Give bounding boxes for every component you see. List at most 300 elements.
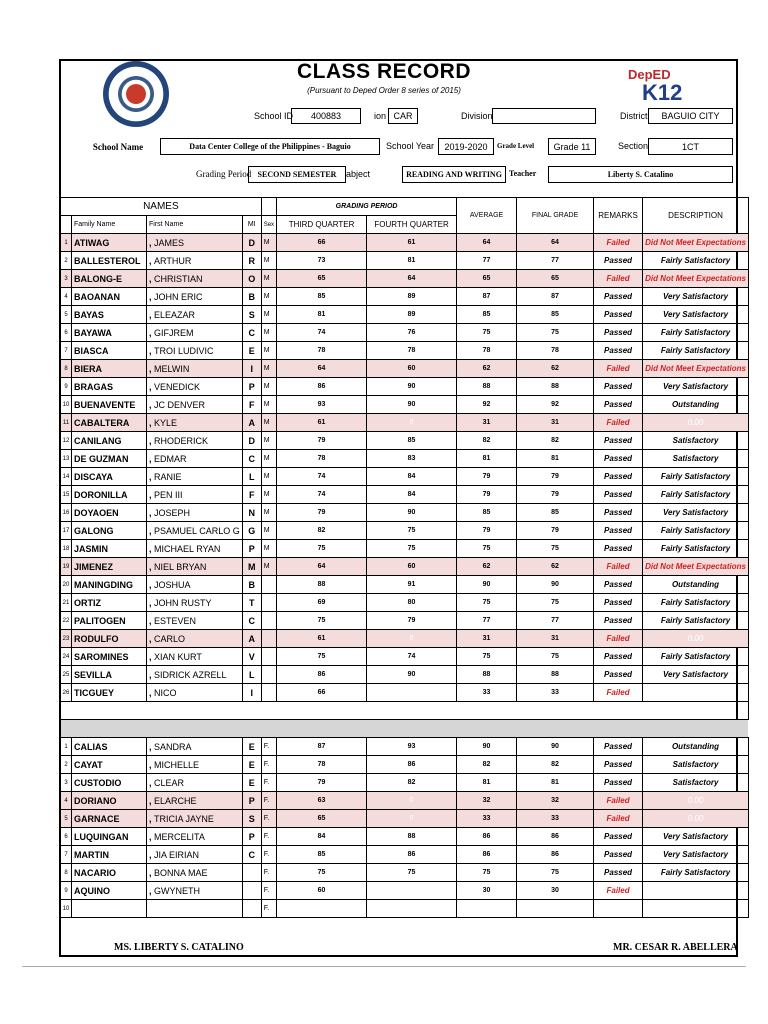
sex[interactable]: M [261, 558, 276, 576]
final-grade[interactable]: 33 [517, 810, 594, 828]
third-quarter-grade[interactable]: 64 [277, 360, 367, 378]
remarks[interactable]: Passed [594, 306, 643, 324]
middle-initial[interactable]: S [242, 810, 261, 828]
middle-initial[interactable]: O [242, 270, 261, 288]
final-grade[interactable]: 62 [517, 558, 594, 576]
fourth-quarter-grade[interactable]: 82 [367, 774, 457, 792]
final-grade[interactable]: 78 [517, 342, 594, 360]
third-quarter-grade[interactable]: 73 [277, 252, 367, 270]
sex[interactable]: F. [261, 828, 276, 846]
description[interactable] [643, 882, 749, 900]
final-grade[interactable]: 87 [517, 288, 594, 306]
remarks[interactable]: Passed [594, 288, 643, 306]
middle-initial[interactable]: P [242, 792, 261, 810]
family-name[interactable]: DORONILLA [72, 486, 147, 504]
description[interactable]: Fairly Satisfactory [643, 594, 749, 612]
fourth-quarter-grade[interactable]: 83 [367, 450, 457, 468]
third-quarter-grade[interactable]: 65 [277, 270, 367, 288]
sex[interactable]: M [261, 432, 276, 450]
row-number[interactable]: 8 [61, 864, 72, 882]
description[interactable]: Fairly Satisfactory [643, 468, 749, 486]
first-name[interactable]: , GIFJREM [147, 324, 243, 342]
average-grade[interactable]: 77 [457, 612, 517, 630]
remarks[interactable]: Failed [594, 792, 643, 810]
description[interactable]: Fairly Satisfactory [643, 342, 749, 360]
final-grade[interactable]: 75 [517, 594, 594, 612]
third-quarter-grade[interactable]: 86 [277, 378, 367, 396]
family-name[interactable]: GARNACE [72, 810, 147, 828]
first-name[interactable]: , RANIE [147, 468, 243, 486]
average-grade[interactable]: 77 [457, 252, 517, 270]
third-quarter-grade[interactable]: 60 [277, 882, 367, 900]
final-grade[interactable]: 79 [517, 522, 594, 540]
remarks[interactable]: Failed [594, 270, 643, 288]
third-quarter-grade[interactable]: 78 [277, 756, 367, 774]
first-name[interactable]: , ARTHUR [147, 252, 243, 270]
description[interactable]: Very Satisfactory [643, 504, 749, 522]
third-quarter-grade[interactable]: 61 [277, 414, 367, 432]
remarks[interactable]: Failed [594, 234, 643, 252]
third-quarter-grade[interactable]: 85 [277, 846, 367, 864]
fourth-quarter-grade[interactable]: 64 [367, 270, 457, 288]
middle-initial[interactable]: V [242, 648, 261, 666]
remarks[interactable]: Passed [594, 504, 643, 522]
third-quarter-grade[interactable]: 84 [277, 828, 367, 846]
average-grade[interactable]: 75 [457, 324, 517, 342]
row-number[interactable]: 2 [61, 756, 72, 774]
row-number[interactable]: 19 [61, 558, 72, 576]
final-grade[interactable]: 31 [517, 630, 594, 648]
third-quarter-grade[interactable]: 78 [277, 450, 367, 468]
average-grade[interactable]: 88 [457, 666, 517, 684]
sex[interactable]: M [261, 486, 276, 504]
final-grade[interactable]: 33 [517, 684, 594, 702]
remarks[interactable]: Failed [594, 630, 643, 648]
sex[interactable]: F. [261, 846, 276, 864]
middle-initial[interactable]: N [242, 504, 261, 522]
remarks[interactable]: Passed [594, 450, 643, 468]
third-quarter-grade[interactable]: 65 [277, 810, 367, 828]
division-field[interactable] [492, 108, 596, 124]
first-name[interactable]: , JOSEPH [147, 504, 243, 522]
final-grade[interactable]: 92 [517, 396, 594, 414]
remarks[interactable]: Passed [594, 468, 643, 486]
middle-initial[interactable] [242, 882, 261, 900]
row-number[interactable]: 16 [61, 504, 72, 522]
family-name[interactable]: CALIAS [72, 738, 147, 756]
average-grade[interactable]: 88 [457, 378, 517, 396]
remarks[interactable]: Failed [594, 360, 643, 378]
average-grade[interactable]: 81 [457, 774, 517, 792]
average-grade[interactable]: 79 [457, 486, 517, 504]
family-name[interactable]: RODULFO [72, 630, 147, 648]
third-quarter-grade[interactable]: 74 [277, 324, 367, 342]
third-quarter-grade[interactable]: 88 [277, 576, 367, 594]
family-name[interactable]: TICGUEY [72, 684, 147, 702]
middle-initial[interactable]: E [242, 774, 261, 792]
average-grade[interactable]: 85 [457, 306, 517, 324]
middle-initial[interactable]: C [242, 612, 261, 630]
remarks[interactable]: Failed [594, 558, 643, 576]
first-name[interactable]: , BONNA MAE [147, 864, 243, 882]
final-grade[interactable]: 88 [517, 378, 594, 396]
middle-initial[interactable]: D [242, 432, 261, 450]
fourth-quarter-grade[interactable] [367, 900, 457, 918]
first-name[interactable]: , JOSHUA [147, 576, 243, 594]
average-grade[interactable]: 65 [457, 270, 517, 288]
first-name[interactable]: , RHODERICK [147, 432, 243, 450]
grade-level-field[interactable]: Grade 11 [548, 138, 596, 155]
average-grade[interactable]: 62 [457, 360, 517, 378]
fourth-quarter-grade[interactable]: 84 [367, 468, 457, 486]
family-name[interactable]: AQUINO [72, 882, 147, 900]
description[interactable]: Very Satisfactory [643, 666, 749, 684]
final-grade[interactable]: 77 [517, 252, 594, 270]
school-year-field[interactable]: 2019-2020 [438, 138, 494, 155]
fourth-quarter-grade[interactable]: 74 [367, 648, 457, 666]
remarks[interactable]: Passed [594, 738, 643, 756]
district-field[interactable]: BAGUIO CITY [648, 108, 733, 124]
first-name[interactable]: , MICHAEL RYAN [147, 540, 243, 558]
fourth-quarter-grade[interactable]: 78 [367, 342, 457, 360]
middle-initial[interactable]: M [242, 558, 261, 576]
description[interactable]: Satisfactory [643, 774, 749, 792]
sex[interactable]: M [261, 378, 276, 396]
first-name[interactable]: , VENEDICK [147, 378, 243, 396]
first-name[interactable]: , MELWIN [147, 360, 243, 378]
middle-initial[interactable]: T [242, 594, 261, 612]
sex[interactable]: F. [261, 792, 276, 810]
first-name[interactable] [147, 900, 243, 918]
average-grade[interactable]: 78 [457, 342, 517, 360]
third-quarter-grade[interactable]: 61 [277, 630, 367, 648]
fourth-quarter-grade[interactable]: 75 [367, 540, 457, 558]
average-grade[interactable]: 75 [457, 864, 517, 882]
remarks[interactable]: Passed [594, 612, 643, 630]
row-number[interactable]: 6 [61, 324, 72, 342]
family-name[interactable]: CAYAT [72, 756, 147, 774]
final-grade[interactable]: 32 [517, 792, 594, 810]
middle-initial[interactable]: P [242, 828, 261, 846]
description[interactable]: Did Not Meet Expectations [643, 234, 749, 252]
family-name[interactable]: ORTIZ [72, 594, 147, 612]
third-quarter-grade[interactable]: 66 [277, 684, 367, 702]
section-field[interactable]: 1CT [648, 138, 733, 155]
sex[interactable] [261, 666, 276, 684]
row-number[interactable]: 11 [61, 414, 72, 432]
fourth-quarter-grade[interactable]: 89 [367, 288, 457, 306]
fourth-quarter-grade[interactable]: 90 [367, 666, 457, 684]
final-grade[interactable]: 90 [517, 738, 594, 756]
final-grade[interactable]: 79 [517, 486, 594, 504]
average-grade[interactable]: 87 [457, 288, 517, 306]
middle-initial[interactable]: S [242, 306, 261, 324]
middle-initial[interactable]: L [242, 666, 261, 684]
final-grade[interactable]: 81 [517, 450, 594, 468]
sex[interactable]: M [261, 504, 276, 522]
remarks[interactable]: Passed [594, 396, 643, 414]
sex[interactable]: M [261, 252, 276, 270]
family-name[interactable]: DISCAYA [72, 468, 147, 486]
first-name[interactable]: , MICHELLE [147, 756, 243, 774]
first-name[interactable]: , EDMAR [147, 450, 243, 468]
average-grade[interactable]: 64 [457, 234, 517, 252]
middle-initial[interactable]: E [242, 738, 261, 756]
middle-initial[interactable]: G [242, 522, 261, 540]
description[interactable]: Very Satisfactory [643, 828, 749, 846]
sex[interactable]: F. [261, 882, 276, 900]
family-name[interactable]: ATIWAG [72, 234, 147, 252]
first-name[interactable]: , JIA EIRIAN [147, 846, 243, 864]
teacher-field[interactable]: Liberty S. Catalino [548, 166, 733, 183]
description[interactable]: Fairly Satisfactory [643, 648, 749, 666]
average-grade[interactable]: 81 [457, 450, 517, 468]
row-number[interactable]: 13 [61, 450, 72, 468]
remarks[interactable]: Passed [594, 486, 643, 504]
average-grade[interactable]: 92 [457, 396, 517, 414]
description[interactable]: 0.00 [643, 630, 749, 648]
first-name[interactable]: , TROI LUDIVIC [147, 342, 243, 360]
family-name[interactable]: DE GUZMAN [72, 450, 147, 468]
middle-initial[interactable]: B [242, 288, 261, 306]
middle-initial[interactable]: P [242, 540, 261, 558]
family-name[interactable]: BIASCA [72, 342, 147, 360]
description[interactable]: 0.00 [643, 414, 749, 432]
average-grade[interactable]: 79 [457, 468, 517, 486]
fourth-quarter-grade[interactable]: 91 [367, 576, 457, 594]
third-quarter-grade[interactable]: 79 [277, 432, 367, 450]
fourth-quarter-grade[interactable]: 80 [367, 594, 457, 612]
final-grade[interactable]: 30 [517, 882, 594, 900]
fourth-quarter-grade[interactable]: 60 [367, 558, 457, 576]
row-number[interactable]: 24 [61, 648, 72, 666]
sex[interactable] [261, 612, 276, 630]
middle-initial[interactable]: A [242, 414, 261, 432]
sex[interactable]: F. [261, 774, 276, 792]
final-grade[interactable] [517, 900, 594, 918]
family-name[interactable]: DORIANO [72, 792, 147, 810]
row-number[interactable]: 2 [61, 252, 72, 270]
middle-initial[interactable]: E [242, 342, 261, 360]
remarks[interactable]: Passed [594, 756, 643, 774]
average-grade[interactable]: 86 [457, 828, 517, 846]
first-name[interactable]: , JOHN RUSTY [147, 594, 243, 612]
row-number[interactable]: 26 [61, 684, 72, 702]
fourth-quarter-grade[interactable]: 88 [367, 828, 457, 846]
family-name[interactable]: BALONG-E [72, 270, 147, 288]
fourth-quarter-grade[interactable]: 0 [367, 810, 457, 828]
family-name[interactable]: PALITOGEN [72, 612, 147, 630]
description[interactable]: Very Satisfactory [643, 378, 749, 396]
fourth-quarter-grade[interactable]: 0 [367, 792, 457, 810]
family-name[interactable]: JASMIN [72, 540, 147, 558]
fourth-quarter-grade[interactable]: 60 [367, 360, 457, 378]
description[interactable]: Very Satisfactory [643, 846, 749, 864]
final-grade[interactable]: 88 [517, 666, 594, 684]
fourth-quarter-grade[interactable]: 86 [367, 846, 457, 864]
final-grade[interactable]: 86 [517, 828, 594, 846]
fourth-quarter-grade[interactable]: 85 [367, 432, 457, 450]
third-quarter-grade[interactable]: 66 [277, 234, 367, 252]
description[interactable]: Fairly Satisfactory [643, 324, 749, 342]
third-quarter-grade[interactable]: 79 [277, 504, 367, 522]
row-number[interactable]: 1 [61, 738, 72, 756]
fourth-quarter-grade[interactable]: 61 [367, 234, 457, 252]
average-grade[interactable] [457, 900, 517, 918]
third-quarter-grade[interactable]: 75 [277, 612, 367, 630]
third-quarter-grade[interactable]: 63 [277, 792, 367, 810]
family-name[interactable]: SEVILLA [72, 666, 147, 684]
description[interactable]: Fairly Satisfactory [643, 252, 749, 270]
middle-initial[interactable]: I [242, 684, 261, 702]
sex[interactable]: M [261, 540, 276, 558]
family-name[interactable]: MANINGDING [72, 576, 147, 594]
final-grade[interactable]: 82 [517, 432, 594, 450]
third-quarter-grade[interactable]: 75 [277, 864, 367, 882]
average-grade[interactable]: 31 [457, 630, 517, 648]
row-number[interactable]: 5 [61, 810, 72, 828]
fourth-quarter-grade[interactable]: 79 [367, 612, 457, 630]
description[interactable]: Satisfactory [643, 756, 749, 774]
family-name[interactable]: BUENAVENTE [72, 396, 147, 414]
final-grade[interactable]: 64 [517, 234, 594, 252]
family-name[interactable]: CUSTODIO [72, 774, 147, 792]
description[interactable]: Did Not Meet Expectations [643, 360, 749, 378]
subject-field[interactable]: READING AND WRITING [402, 166, 506, 183]
final-grade[interactable]: 79 [517, 468, 594, 486]
sex[interactable]: M [261, 396, 276, 414]
third-quarter-grade[interactable]: 78 [277, 342, 367, 360]
row-number[interactable]: 4 [61, 288, 72, 306]
middle-initial[interactable]: D [242, 234, 261, 252]
description[interactable] [643, 684, 749, 702]
description[interactable] [643, 900, 749, 918]
third-quarter-grade[interactable]: 85 [277, 288, 367, 306]
remarks[interactable]: Passed [594, 540, 643, 558]
remarks[interactable]: Passed [594, 522, 643, 540]
first-name[interactable]: , MERCELITA [147, 828, 243, 846]
description[interactable]: Very Satisfactory [643, 288, 749, 306]
row-number[interactable]: 23 [61, 630, 72, 648]
average-grade[interactable]: 32 [457, 792, 517, 810]
family-name[interactable]: BALLESTEROL [72, 252, 147, 270]
fourth-quarter-grade[interactable]: 90 [367, 504, 457, 522]
final-grade[interactable]: 75 [517, 324, 594, 342]
third-quarter-grade[interactable]: 79 [277, 774, 367, 792]
average-grade[interactable]: 75 [457, 594, 517, 612]
final-grade[interactable]: 81 [517, 774, 594, 792]
school-id-field[interactable]: 400883 [291, 108, 361, 124]
first-name[interactable]: , JC DENVER [147, 396, 243, 414]
first-name[interactable]: , NIEL BRYAN [147, 558, 243, 576]
school-name-field[interactable]: Data Center College of the Philippines - Baguio [160, 138, 380, 155]
sex[interactable] [261, 648, 276, 666]
row-number[interactable]: 17 [61, 522, 72, 540]
region-field[interactable]: CAR [388, 108, 418, 124]
first-name[interactable]: , XIAN KURT [147, 648, 243, 666]
fourth-quarter-grade[interactable]: 81 [367, 252, 457, 270]
sex[interactable]: F. [261, 738, 276, 756]
row-number[interactable]: 22 [61, 612, 72, 630]
middle-initial[interactable]: E [242, 756, 261, 774]
family-name[interactable]: BRAGAS [72, 378, 147, 396]
final-grade[interactable]: 75 [517, 540, 594, 558]
remarks[interactable]: Passed [594, 774, 643, 792]
final-grade[interactable]: 31 [517, 414, 594, 432]
final-grade[interactable]: 75 [517, 864, 594, 882]
sex[interactable]: M [261, 288, 276, 306]
middle-initial[interactable] [242, 864, 261, 882]
middle-initial[interactable]: I [242, 360, 261, 378]
remarks[interactable]: Passed [594, 576, 643, 594]
first-name[interactable]: , CLEAR [147, 774, 243, 792]
remarks[interactable]: Passed [594, 378, 643, 396]
average-grade[interactable]: 31 [457, 414, 517, 432]
fourth-quarter-grade[interactable]: 84 [367, 486, 457, 504]
description[interactable]: Satisfactory [643, 450, 749, 468]
average-grade[interactable]: 62 [457, 558, 517, 576]
final-grade[interactable]: 85 [517, 504, 594, 522]
remarks[interactable]: Passed [594, 828, 643, 846]
remarks[interactable]: Passed [594, 342, 643, 360]
sex[interactable]: M [261, 270, 276, 288]
first-name[interactable]: , PSAMUEL CARLO G [147, 522, 243, 540]
first-name[interactable]: , ELEAZAR [147, 306, 243, 324]
average-grade[interactable]: 85 [457, 504, 517, 522]
fourth-quarter-grade[interactable]: 90 [367, 396, 457, 414]
remarks[interactable]: Passed [594, 648, 643, 666]
sex[interactable]: F. [261, 756, 276, 774]
family-name[interactable]: BAOANAN [72, 288, 147, 306]
third-quarter-grade[interactable]: 74 [277, 468, 367, 486]
family-name[interactable]: DOYAOEN [72, 504, 147, 522]
first-name[interactable]: , ESTEVEN [147, 612, 243, 630]
average-grade[interactable]: 75 [457, 540, 517, 558]
description[interactable]: Did Not Meet Expectations [643, 270, 749, 288]
description[interactable]: 0.00 [643, 792, 749, 810]
family-name[interactable]: SAROMINES [72, 648, 147, 666]
fourth-quarter-grade[interactable]: 0 [367, 414, 457, 432]
average-grade[interactable]: 90 [457, 576, 517, 594]
fourth-quarter-grade[interactable]: 93 [367, 738, 457, 756]
sex[interactable]: M [261, 522, 276, 540]
sex[interactable]: M [261, 342, 276, 360]
third-quarter-grade[interactable]: 74 [277, 486, 367, 504]
average-grade[interactable]: 90 [457, 738, 517, 756]
third-quarter-grade[interactable]: 81 [277, 306, 367, 324]
description[interactable]: Outstanding [643, 738, 749, 756]
family-name[interactable]: BAYAS [72, 306, 147, 324]
third-quarter-grade[interactable] [277, 900, 367, 918]
remarks[interactable]: Passed [594, 324, 643, 342]
middle-initial[interactable]: B [242, 576, 261, 594]
row-number[interactable]: 25 [61, 666, 72, 684]
average-grade[interactable]: 33 [457, 810, 517, 828]
third-quarter-grade[interactable]: 64 [277, 558, 367, 576]
description[interactable]: Did Not Meet Expectations [643, 558, 749, 576]
remarks[interactable]: Passed [594, 846, 643, 864]
row-number[interactable]: 3 [61, 774, 72, 792]
average-grade[interactable]: 30 [457, 882, 517, 900]
first-name[interactable]: , CHRISTIAN [147, 270, 243, 288]
middle-initial[interactable]: A [242, 630, 261, 648]
description[interactable]: Fairly Satisfactory [643, 864, 749, 882]
row-number[interactable]: 15 [61, 486, 72, 504]
sex[interactable]: M [261, 468, 276, 486]
third-quarter-grade[interactable]: 82 [277, 522, 367, 540]
sex[interactable] [261, 684, 276, 702]
description[interactable]: Outstanding [643, 396, 749, 414]
